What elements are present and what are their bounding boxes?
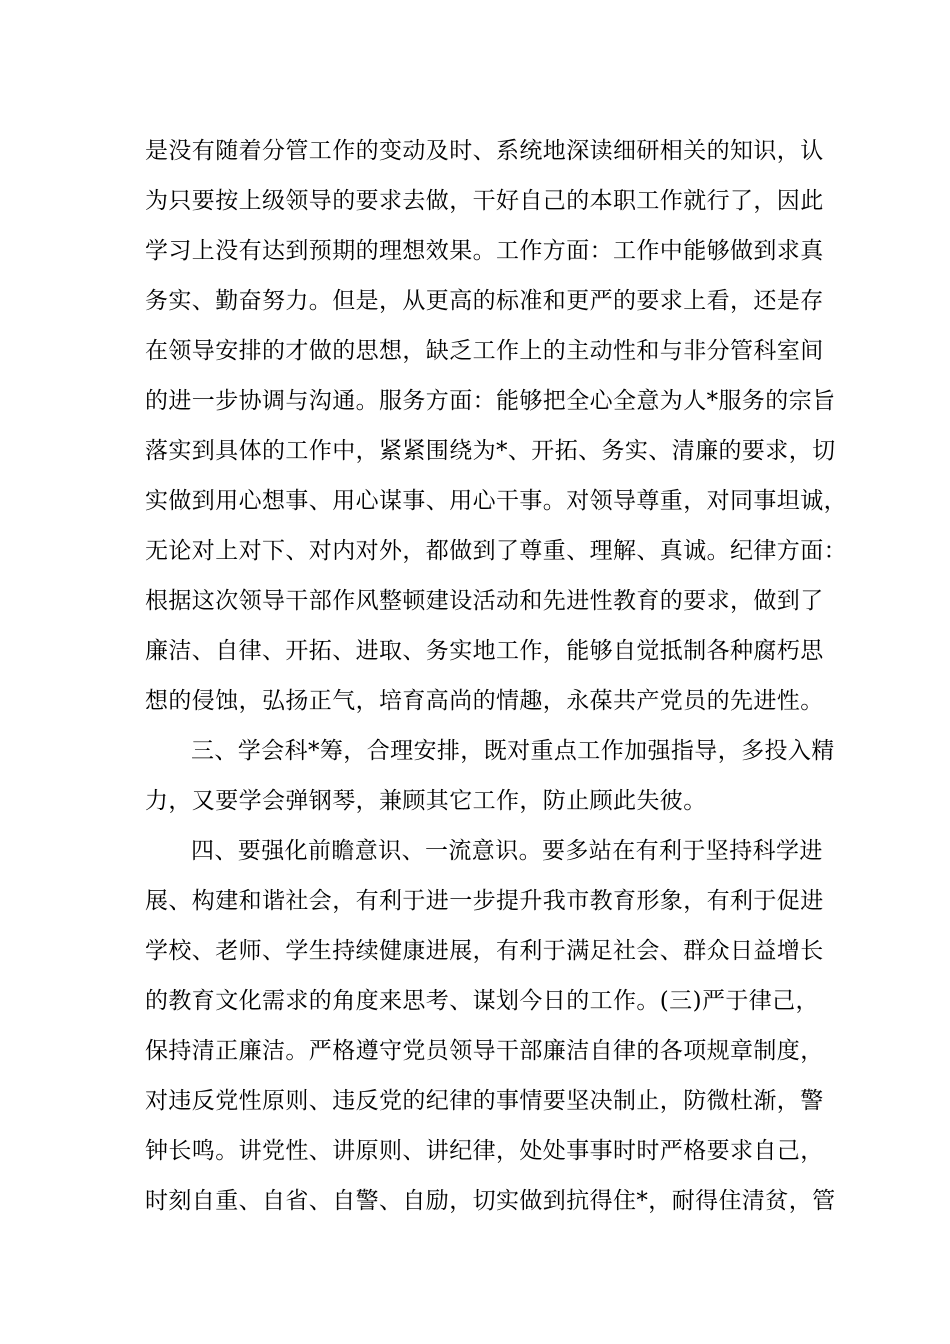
paragraph-section-three — [145, 726, 835, 826]
text-line: 力，又要学会弹钢琴，兼顾其它工作，防止顾此失彼。 — [145, 788, 707, 814]
text-line: 学校、老师、学生持续健康进展，有利于满足社会、群众日益增长 — [145, 938, 824, 964]
text-line: 无论对上对下、对内对外，都做到了尊重、理解、真诚。纪律方面： — [145, 538, 847, 564]
paragraph-section-four — [145, 826, 836, 1226]
text-line: 时刻自重、自省、自警、自励，切实做到抗得住*，耐得住清贫，管 — [145, 1188, 836, 1214]
text-line: 廉洁、自律、开拓、进取、务实地工作，能够自觉抵制各种腐朽思 — [145, 638, 824, 664]
document-body — [145, 126, 847, 1226]
text-line: 为只要按上级领导的要求去做，干好自己的本职工作就行了，因此 — [145, 188, 824, 214]
text-line: 在领导安排的才做的思想，缺乏工作上的主动性和与非分管科室间 — [145, 338, 824, 364]
text-line: 落实到具体的工作中，紧紧围绕为*、开拓、务实、清廉的要求，切 — [145, 438, 836, 464]
paragraph-work-review — [145, 126, 847, 726]
text-line: 四、要强化前瞻意识、一流意识。要多站在有利于坚持科学进 — [191, 838, 823, 864]
text-line: 对违反党性原则、违反党的纪律的事情要坚决制止，防微杜渐，警 — [145, 1088, 824, 1114]
text-line: 的进一步协调与沟通。服务方面：能够把全心全意为人*服务的宗旨 — [145, 388, 836, 414]
text-line: 实做到用心想事、用心谋事、用心干事。对领导尊重，对同事坦诚， — [145, 488, 847, 514]
text-line: 学习上没有达到预期的理想效果。工作方面：工作中能够做到求真 — [145, 238, 824, 264]
text-line: 钟长鸣。讲党性、讲原则、讲纪律，处处事事时时严格要求自己， — [145, 1138, 824, 1164]
text-line: 展、构建和谐社会，有利于进一步提升我市教育形象，有利于促进 — [145, 888, 824, 914]
text-line: 的教育文化需求的角度来思考、谋划今日的工作。(三)严于律己， — [145, 988, 819, 1014]
text-line: 务实、勤奋努力。但是，从更高的标准和更严的要求上看，还是存 — [145, 288, 824, 314]
text-line: 保持清正廉洁。严格遵守党员领导干部廉洁自律的各项规章制度， — [145, 1038, 824, 1064]
text-line: 根据这次领导干部作风整顿建设活动和先进性教育的要求，做到了 — [145, 588, 824, 614]
text-line: 三、学会科*筹，合理安排，既对重点工作加强指导，多投入精 — [191, 738, 835, 764]
text-line: 是没有随着分管工作的变动及时、系统地深读细研相关的知识，认 — [145, 138, 824, 164]
text-line: 想的侵蚀，弘扬正气，培育高尚的情趣，永葆共产党员的先进性。 — [145, 688, 824, 714]
